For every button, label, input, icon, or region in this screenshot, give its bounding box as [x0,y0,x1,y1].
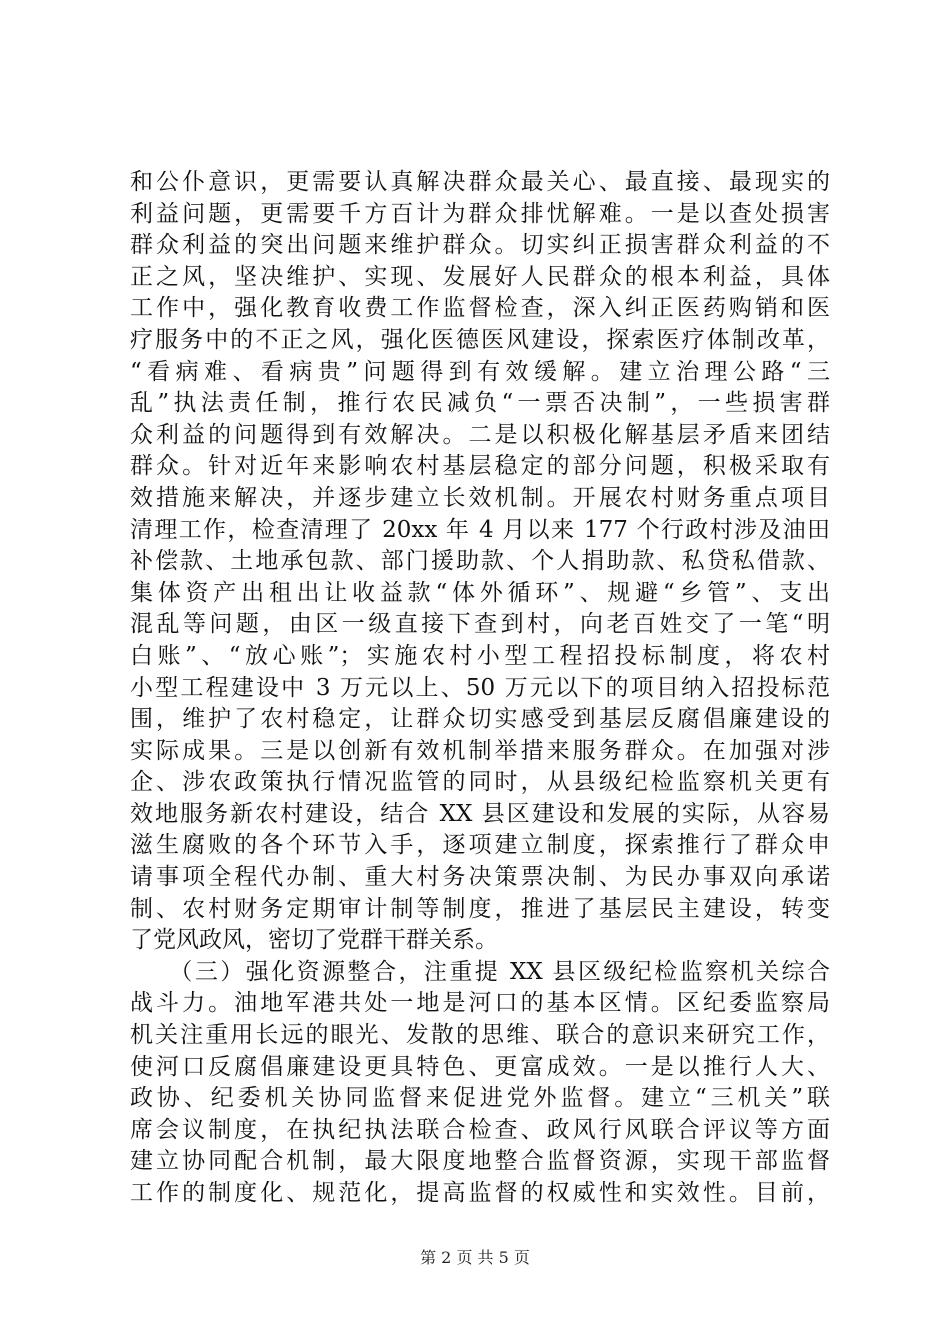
text-line: 效地服务新农村建设，结合 XX 县区建设和发展的实际，从容易 [130,800,830,827]
text-line: 白账”、“放心账”；实施农村小型工程招投标制度，将农村 [130,642,830,669]
text-line: 席会议制度，在执纪执法联合检查、政风行风联合评议等方面 [130,1116,830,1143]
body-text [130,167,830,1210]
text-line: 众利益的问题得到有效解决。二是以积极化解基层矛盾来团结 [130,421,830,448]
text-line: 战斗力。油地军港共处一地是河口的基本区情。区纪委监察局 [130,990,830,1017]
page-number-footer: 第 2 页 共 5 页 [420,1248,530,1267]
text-line: 工作中，强化教育收费工作监督检查，深入纠正医药购销和医 [130,295,830,322]
text-line: 使河口反腐倡廉建设更具特色、更富成效。一是以推行人大、 [130,1053,830,1080]
text-line: 了党风政风，密切了党群干群关系。 [130,927,498,954]
text-line: 清理工作，检查清理了 20xx 年 4 月以来 177 个行政村涉及油田 [130,516,830,543]
text-line: “看病难、看病贵”问题得到有效缓解。建立治理公路“三 [130,358,830,385]
text-line: 和公仆意识，更需要认真解决群众最关心、最直接、最现实的 [130,169,830,195]
text-line: 疗服务中的不正之风，强化医德医风建设，探索医疗体制改革， [130,326,830,353]
text-line: 群众利益的突出问题来维护群众。切实纠正损害群众利益的不 [130,232,830,259]
text-line: 集体资产出租出让收益款“体外循环”、规避“乡管”、支出 [130,579,830,606]
text-line: 补偿款、土地承包款、部门援助款、个人捐助款、私贷私借款、 [130,548,830,575]
text-line: 制、农村财务定期审计制等制度，推进了基层民主建设，转变 [130,895,830,922]
text-line: 企、涉农政策执行情况监管的同时，从县级纪检监察机关更有 [130,769,830,796]
text-line: 机关注重用长远的眼光、发散的思维、联合的意识来研究工作， [130,1022,830,1049]
text-line: 工作的制度化、规范化，提高监督的权威性和实效性。目前， [130,1180,830,1206]
text-line: 乱”执法责任制，推行农民减负“一票否决制”，一些损害群 [130,390,830,417]
text-line: 利益问题，更需要千方百计为群众排忧解难。一是以查处损害 [130,200,830,227]
text-line: 实际成果。三是以创新有效机制举措来服务群众。在加强对涉 [130,737,830,764]
text-line: 滋生腐败的各个环节入手，逐项建立制度，探索推行了群众申 [130,832,830,859]
text-line: 围，维护了农村稳定，让群众切实感受到基层反腐倡廉建设的 [130,706,830,733]
text-line: 混乱等问题，由区一级直接下查到村，向老百姓交了一笔“明 [130,611,830,638]
text-line: 请事项全程代办制、重大村务决策票决制、为民办事双向承诺 [130,864,830,891]
text-line: 群众。针对近年来影响农村基层稳定的部分问题，积极采取有 [130,453,830,480]
text-line: 正之风，坚决维护、实现、发展好人民群众的根本利益，具体 [130,263,830,290]
text-line: 政协、纪委机关协同监督来促进党外监督。建立“三机关”联 [130,1085,830,1112]
text-line: 效措施来解决，并逐步建立长效机制。开展农村财务重点项目 [130,484,830,511]
text-line: （三）强化资源整合，注重提 XX 县区级纪检监察机关综合 [130,958,830,985]
text-line: 小型工程建设中 3 万元以上、50 万元以下的项目纳入招投标范 [130,674,830,701]
text-line: 建立协同配合机制，最大限度地整合监督资源，实现干部监督 [130,1148,830,1175]
